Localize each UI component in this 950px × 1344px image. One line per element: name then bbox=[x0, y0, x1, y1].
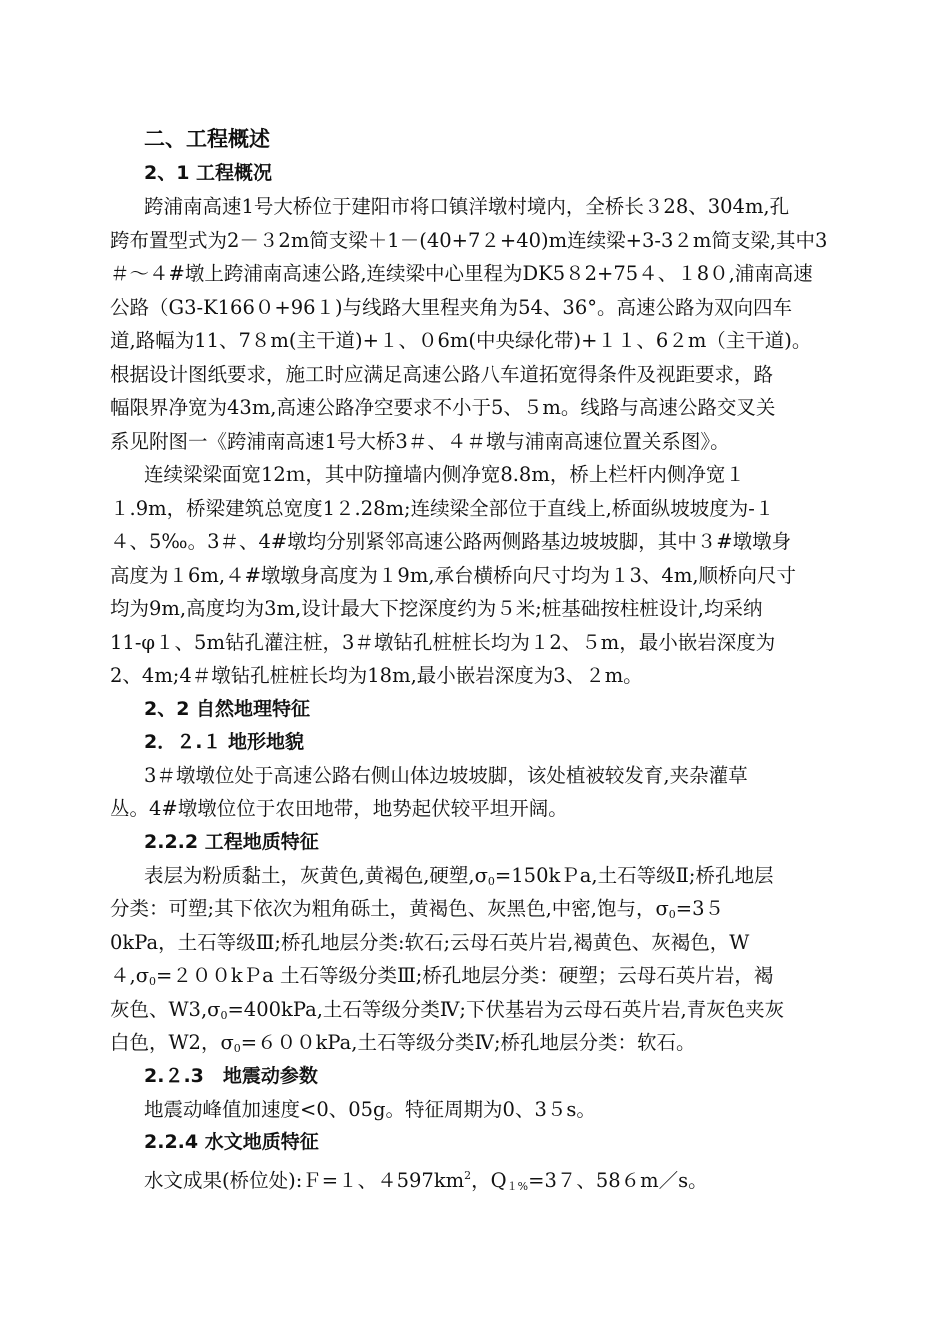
text-line: 道,路幅为11、7８m(主干道)+１、０6m(中央绿化带)+１１、6２m（主干道)。 bbox=[110, 329, 812, 352]
subscript: 0 bbox=[220, 1008, 228, 1022]
text-segment: 水文成果(桥位处):Ｆ=１、４597km bbox=[144, 1169, 465, 1192]
heading-2-2-4: 2.2.4 水文地质特征 bbox=[144, 1131, 319, 1153]
text-line: 高度为１6m,４#墩墩身高度为１9m,承台横桥向尺寸均为１3、4m,顺桥向尺寸 bbox=[110, 563, 797, 587]
heading-2-2-3: 2.２.3 地震动参数 bbox=[144, 1064, 318, 1087]
text-segment: 表层为粉质黏土，灰黄色,黄褐色,硬塑,σ bbox=[144, 863, 488, 887]
text-segment: 灰色、W3,σ bbox=[110, 997, 221, 1021]
text-line: ＃～４#墩上跨浦南高速公路,连续梁中心里程为DK5８2+75４、１8０,浦南高速 bbox=[110, 262, 813, 285]
text-line: 幅限界净宽为43m,高速公路净空要求不小于5、５m。线路与高速公路交叉关 bbox=[110, 396, 776, 419]
paragraph-seismic bbox=[110, 1093, 880, 1127]
text-line: 根据设计图纸要求，施工时应满足高速公路八车道拓宽得条件及视距要求，路 bbox=[110, 362, 774, 386]
text-line bbox=[110, 1159, 880, 1193]
subscript: 0 bbox=[487, 874, 495, 888]
paragraph-continuous-beam bbox=[110, 458, 880, 693]
subscript: 0 bbox=[668, 908, 676, 921]
text-segment: =3５ bbox=[675, 897, 725, 920]
paragraph-hydrology bbox=[110, 1159, 880, 1193]
text-line: ４、5‰。3＃、4#墩均分别紧邻高速公路两侧路基边坡坡脚，其中３#墩墩身 bbox=[110, 530, 792, 553]
text-line: 跨布置型式为2－３2m简支梁＋1－(40+7２+40)m连续梁+3-3２m简支梁,其中3 bbox=[110, 228, 828, 252]
subscript: １% bbox=[506, 1180, 529, 1193]
text-segment: ４,σ bbox=[110, 964, 150, 987]
text-line: 均为9m,高度均为3m,设计最大下挖深度约为５米;桩基础按柱桩设计,均采纳 bbox=[110, 597, 763, 620]
text-line: 丛。4#墩墩位位于农田地带，地势起伏较平坦开阔。 bbox=[110, 797, 568, 820]
text-line bbox=[110, 1026, 880, 1060]
text-line: １.9m，桥梁建筑总宽度1２.28m;连续梁全部位于直线上,桥面纵坡坡度为-１ bbox=[110, 496, 775, 520]
paragraph-terrain bbox=[110, 759, 880, 826]
text-segment: =150kＰa,土石等级Ⅱ;桥孔地层 bbox=[494, 863, 774, 887]
document-content bbox=[110, 121, 880, 1193]
text-line: 公路（G3-K166０+96１)与线路大里程夹角为54、36°。高速公路为双向四车 bbox=[110, 295, 792, 319]
heading-2-2: 2、2 自然地理特征 bbox=[144, 697, 311, 720]
text-line: 系见附图一《跨浦南高速1号大桥3＃、４＃墩与浦南高速位置关系图》。 bbox=[110, 429, 730, 453]
subscript: 0 bbox=[149, 975, 157, 988]
text-line bbox=[110, 892, 880, 926]
text-segment: =400kPa,土石等级分类Ⅳ;下伏基岩为云母石英片岩,青灰色夹灰 bbox=[227, 997, 785, 1021]
heading-2-1: 2、1 工程概况 bbox=[144, 162, 273, 184]
text-line bbox=[110, 859, 880, 893]
text-line: 3＃墩墩位处于高速公路右侧山体边坡坡脚，该处植被较发育,夹杂灌草 bbox=[144, 763, 748, 787]
text-line: 地震动峰值加速度<0、05g。特征周期为0、3５s。 bbox=[144, 1097, 596, 1121]
text-line: 0kPa，土石等级Ⅲ;桥孔地层分类:软石;云母石英片岩,褐黄色、灰褐色，W bbox=[110, 930, 750, 954]
text-segment: 白色，W2，σ bbox=[110, 1031, 234, 1054]
text-line: 2、4m;4＃墩钻孔桩桩长均为18m,最小嵌岩深度为3、２m。 bbox=[110, 664, 643, 687]
text-line: 11-φ１、5m钻孔灌注桩，3＃墩钻孔桩桩长均为１2、５m，最小嵌岩深度为 bbox=[110, 630, 776, 654]
section-title: 二、工程概述 bbox=[144, 127, 270, 151]
text-segment: ，Q bbox=[471, 1169, 507, 1192]
text-line: 连续梁梁面宽12ｍ，其中防撞墙内侧净宽8.8m，桥上栏杆内侧净宽１ bbox=[144, 463, 745, 486]
paragraph-overview bbox=[110, 190, 880, 458]
paragraph-geology bbox=[110, 859, 880, 1060]
text-segment: 分类：可塑;其下依次为粗角砾土，黄褐色、灰黑色,中密,饱与，σ bbox=[110, 897, 669, 920]
text-line bbox=[110, 959, 880, 993]
text-segment: =3７、58６m／s。 bbox=[528, 1169, 708, 1192]
superscript: 2 bbox=[464, 1169, 472, 1182]
heading-2-2-2: 2.2.2 工程地质特征 bbox=[144, 830, 319, 853]
heading-2-2-1: 2．２.１ 地形地貌 bbox=[144, 730, 305, 753]
text-segment: =２００kＰa 土石等级分类Ⅲ;桥孔地层分类：硬塑；云母石英片岩，褐 bbox=[156, 964, 774, 987]
subscript: 0 bbox=[233, 1042, 241, 1055]
text-segment: =６００kPa,土石等级分类Ⅳ;桥孔地层分类：软石。 bbox=[240, 1031, 696, 1054]
text-line bbox=[110, 993, 880, 1027]
text-line: 跨浦南高速1号大桥位于建阳市将口镇洋墩村境内，全桥长３28、304m,孔 bbox=[144, 195, 790, 218]
